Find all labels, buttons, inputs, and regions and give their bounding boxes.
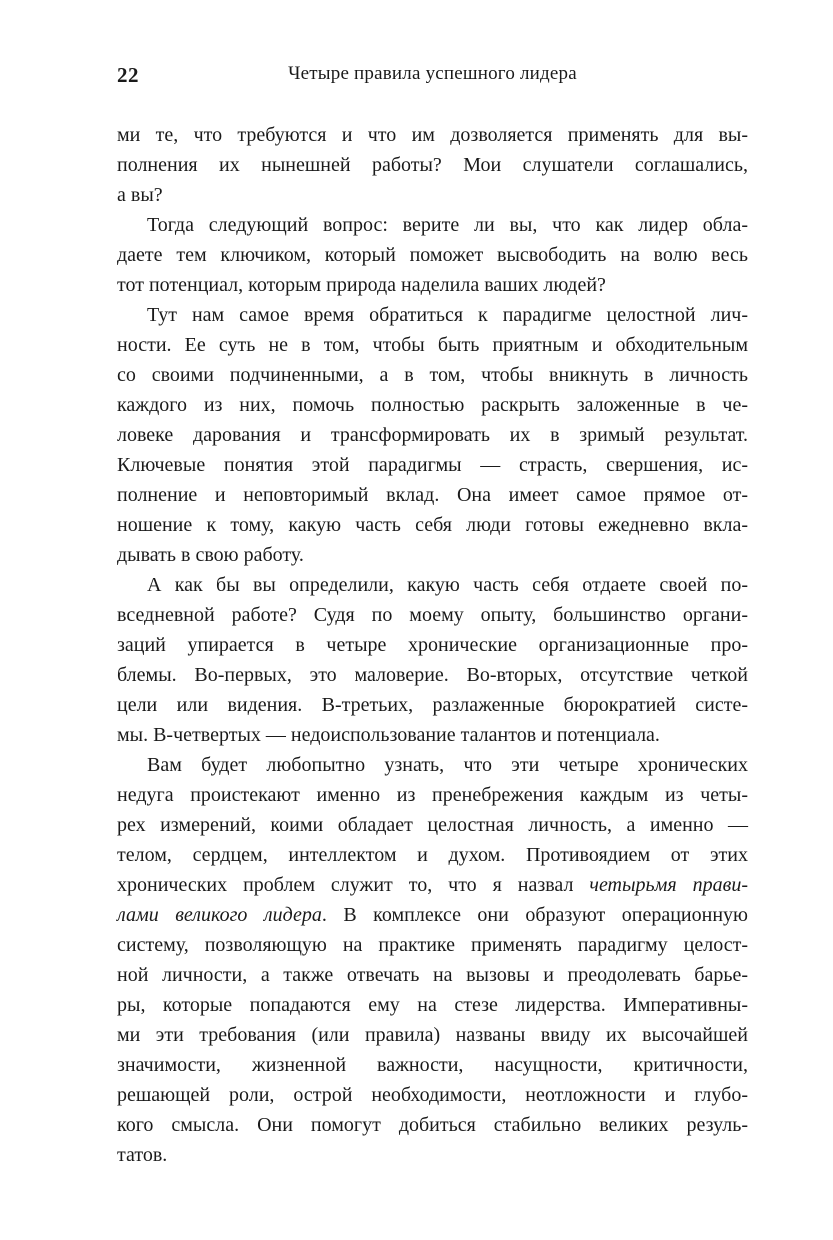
text-segment: заций упирается в четыре хронические организационные про- (117, 634, 748, 656)
text-line (117, 510, 748, 540)
text-segment: каждого из них, помочь полностью раскрыть заложенные в че- (117, 394, 748, 416)
text-line (117, 450, 748, 480)
running-header-title: Четыре правила успешного лидера (288, 63, 577, 84)
body-text (117, 120, 748, 1170)
text-segment: систему, позволяющую на практике применять парадигму целост- (117, 934, 748, 956)
text-line (117, 390, 748, 420)
text-segment: кого смысла. Они помогут добиться стабильно великих резуль- (117, 1114, 748, 1136)
text-line (117, 1110, 748, 1140)
text-segment: хронических проблем служит то, что я назвал (117, 874, 590, 896)
text-line (117, 960, 748, 990)
text-line (117, 540, 748, 570)
running-header (117, 63, 748, 88)
text-line (117, 240, 748, 270)
text-line (117, 1020, 748, 1050)
text-segment: ми эти требования (или правила) названы ввиду их высочайшей (117, 1024, 748, 1046)
text-line (117, 330, 748, 360)
text-segment: даете тем ключиком, который поможет высвободить на волю весь (117, 244, 748, 266)
text-line (117, 180, 748, 210)
text-segment: . В комплексе они образуют операционную (321, 904, 748, 926)
text-segment: тот потенциал, которым природа наделила ваших людей? (117, 274, 606, 296)
italic-text-segment: лами великого лидера (117, 904, 322, 926)
text-segment: ловеке дарования и трансформировать их в зримый результат. (117, 424, 748, 446)
text-line (117, 720, 748, 750)
italic-text-segment: четырьмя прави- (589, 874, 748, 896)
text-segment: мы. В-четвертых — недоиспользование талантов и потенциала. (117, 724, 660, 746)
text-segment: телом, сердцем, интеллектом и духом. Противоядием от этих (117, 844, 748, 866)
text-segment: Тут нам самое время обратиться к парадигме целостной лич- (147, 304, 748, 326)
text-segment: решающей роли, острой необходимости, неотложности и глубо- (117, 1084, 748, 1106)
text-line (117, 780, 748, 810)
paragraph (117, 210, 748, 300)
text-line (117, 120, 748, 150)
text-segment: значимости, жизненной важности, насущности, критичности, (117, 1054, 748, 1076)
page-number: 22 (117, 63, 139, 87)
text-segment: недуга проистекают именно из пренебрежения каждым из четы- (117, 784, 748, 806)
text-line (117, 360, 748, 390)
text-segment: ми те, что требуются и что им дозволяется применять для вы- (117, 124, 748, 146)
text-line (117, 810, 748, 840)
text-line (117, 630, 748, 660)
text-line (117, 750, 748, 780)
paragraph (117, 750, 748, 1170)
text-line (117, 600, 748, 630)
paragraph (117, 570, 748, 750)
text-segment: вседневной работе? Судя по моему опыту, большинство органи- (117, 604, 748, 626)
text-line (117, 840, 748, 870)
text-line (117, 870, 748, 900)
text-line (117, 150, 748, 180)
text-line (117, 570, 748, 600)
text-segment: полнение и неповторимый вклад. Она имеет самое прямое от- (117, 484, 748, 506)
text-line (117, 1050, 748, 1080)
text-segment: ры, которые попадаются ему на стезе лидерства. Императивны- (117, 994, 748, 1016)
text-segment: татов. (117, 1144, 168, 1166)
text-segment: А как бы вы определили, какую часть себя отдаете своей по- (147, 574, 748, 596)
text-line (117, 660, 748, 690)
text-segment: Тогда следующий вопрос: верите ли вы, что как лидер обла- (147, 214, 748, 236)
text-segment: рех измерений, коими обладает целостная личность, а именно — (117, 814, 748, 836)
text-line (117, 900, 748, 930)
text-line (117, 420, 748, 450)
paragraph (117, 300, 748, 570)
text-line (117, 300, 748, 330)
text-segment: дывать в свою работу. (117, 544, 304, 566)
text-line (117, 990, 748, 1020)
text-line (117, 210, 748, 240)
text-line (117, 690, 748, 720)
text-line (117, 480, 748, 510)
page-content (117, 63, 748, 1170)
text-segment: Вам будет любопытно узнать, что эти четыре хронических (147, 754, 748, 776)
text-segment: ности. Ее суть не в том, чтобы быть приятным и обходительным (117, 334, 748, 356)
text-line (117, 270, 748, 300)
text-segment: цели или видения. В-третьих, разлаженные бюрократией систе- (117, 694, 748, 716)
text-segment: Ключевые понятия этой парадигмы — страсть, свершения, ис- (117, 454, 748, 476)
text-line (117, 1080, 748, 1110)
paragraph (117, 120, 748, 210)
text-segment: со своими подчиненными, а в том, чтобы вникнуть в личность (117, 364, 748, 386)
text-segment: а вы? (117, 184, 163, 206)
text-line (117, 1140, 748, 1170)
text-segment: полнения их нынешней работы? Мои слушатели соглашались, (117, 154, 748, 176)
text-line (117, 930, 748, 960)
text-segment: ной личности, а также отвечать на вызовы и преодолевать барье- (117, 964, 748, 986)
text-segment: блемы. Во-первых, это маловерие. Во-вторых, отсутствие четкой (117, 664, 748, 686)
text-segment: ношение к тому, какую часть себя люди готовы ежедневно вкла- (117, 514, 748, 536)
